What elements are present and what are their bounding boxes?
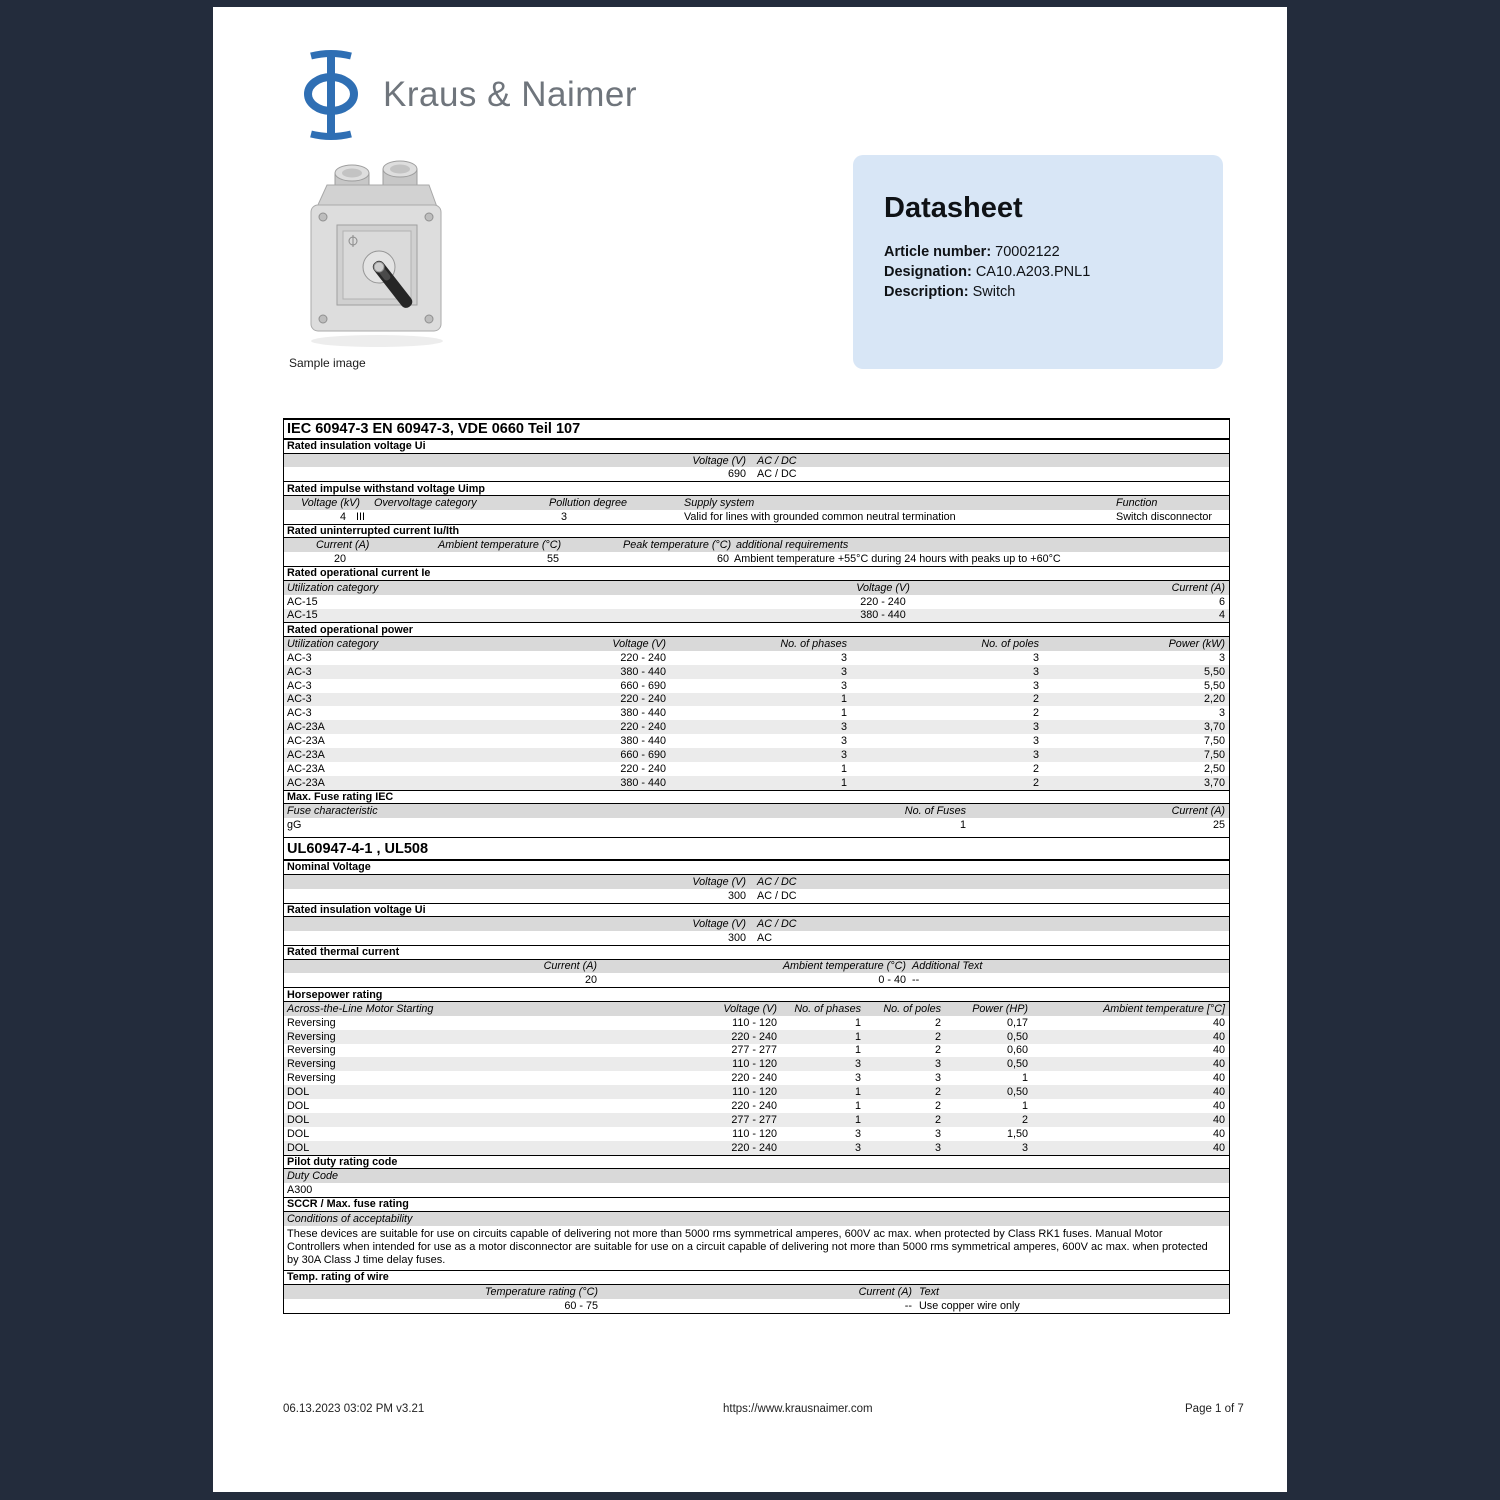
- section-title-text: Temp. rating of wire: [287, 1271, 389, 1284]
- data-cell: 660 - 690: [620, 749, 666, 762]
- table-section-title: [284, 439, 1229, 454]
- data-cell: 660 - 690: [620, 679, 666, 692]
- data-cell: 277 - 277: [731, 1044, 777, 1057]
- data-cell: 110 - 120: [732, 1016, 777, 1029]
- data-cell: 300: [727, 889, 746, 902]
- data-cell: Ambient temperature +55°C during 24 hours with peaks up to +60°C: [734, 553, 1061, 566]
- column-header-cell: AC / DC: [757, 918, 797, 931]
- data-cell: AC-23A: [287, 721, 325, 734]
- data-cell: 3: [840, 679, 847, 692]
- table-column-header-row: [284, 804, 1229, 818]
- data-cell: 0,50: [1006, 1030, 1028, 1043]
- table-column-header-row: [284, 496, 1229, 510]
- data-cell: AC-15: [287, 595, 318, 608]
- data-cell: AC-3: [287, 707, 312, 720]
- table-data-row: [284, 552, 1229, 566]
- data-cell: AC-3: [287, 665, 312, 678]
- standard-header-text: IEC 60947-3 EN 60947-3, VDE 0660 Teil 107: [287, 421, 581, 437]
- data-cell: 380 - 440: [620, 735, 666, 748]
- brand-logo: [299, 49, 637, 141]
- data-cell: 2,20: [1203, 693, 1225, 706]
- data-cell: 110 - 120: [732, 1058, 777, 1071]
- data-cell: 3: [1032, 651, 1039, 664]
- data-cell: 3: [840, 651, 847, 664]
- data-cell: 3: [1218, 707, 1225, 720]
- paragraph-text: These devices are suitable for use on circuits capable of delivering not more than 5000 rms symmetrical amperes, 600V ac max. when protected by Class RK1 fuses. Manual Motor Controllers when intended for use as a motor disconnector are suitable for use on a circuit capable of delivering not more than 5000 rms symmetrical amperes, 600V ac max. when protected by 30A Class J time delay fuses.: [287, 1227, 1208, 1266]
- data-cell: 3: [1032, 735, 1039, 748]
- data-cell: AC / DC: [757, 889, 797, 902]
- table-paragraph-row: [284, 1226, 1229, 1271]
- table-column-header-row: [284, 1169, 1229, 1183]
- table-data-row: [284, 889, 1229, 903]
- table-data-row: [284, 595, 1229, 609]
- column-header-cell: No. of Fuses: [904, 805, 966, 818]
- data-cell: 220 - 240: [620, 762, 666, 775]
- table-data-row: [284, 609, 1229, 623]
- data-cell: 3,70: [1203, 721, 1225, 734]
- data-cell: AC: [757, 931, 772, 944]
- data-cell: 1: [854, 1030, 861, 1043]
- data-cell: 2: [934, 1086, 941, 1099]
- table-section-title: [284, 790, 1229, 805]
- data-cell: 220 - 240: [731, 1072, 777, 1085]
- column-header-cell: Voltage (kV): [301, 496, 361, 509]
- data-cell: 40: [1212, 1044, 1225, 1057]
- brand-name: Kraus & Naimer: [383, 75, 638, 114]
- table-section-title: [284, 860, 1229, 875]
- article-number-label: Article number:: [884, 244, 992, 260]
- document-page: [213, 7, 1287, 1492]
- data-cell: AC-15: [287, 609, 318, 622]
- panel-title: Datasheet: [884, 192, 1023, 224]
- data-cell: AC-23A: [287, 735, 325, 748]
- section-title-text: Rated thermal current: [287, 946, 400, 959]
- data-cell: 380 - 440: [620, 665, 666, 678]
- data-cell: 4: [1218, 609, 1225, 622]
- data-cell: 0,60: [1006, 1044, 1028, 1057]
- column-header-cell: Ambient temperature [°C]: [1103, 1002, 1225, 1015]
- table-column-header-row: [284, 917, 1229, 931]
- footer-page-number: Page 1 of 7: [1185, 1403, 1244, 1415]
- data-cell: Use copper wire only: [919, 1299, 1020, 1312]
- data-cell: 1: [840, 762, 847, 775]
- table-column-header-row: [284, 637, 1229, 651]
- data-cell: 2: [1032, 776, 1039, 789]
- column-header-cell: Supply system: [684, 496, 755, 509]
- data-cell: 220 - 240: [731, 1100, 777, 1113]
- column-header-cell: No. of poles: [883, 1002, 941, 1015]
- column-header-cell: Function: [1116, 496, 1158, 509]
- section-title-text: Rated operational current Ie: [287, 567, 431, 580]
- data-cell: 220 - 240: [860, 595, 906, 608]
- designation-label: Designation:: [884, 264, 972, 280]
- table-data-row: [284, 1057, 1229, 1071]
- data-cell: 40: [1212, 1141, 1225, 1154]
- table-section-title: [284, 524, 1229, 539]
- data-cell: AC-23A: [287, 762, 325, 775]
- column-header-cell: No. of phases: [794, 1002, 861, 1015]
- column-header-cell: Text: [919, 1285, 940, 1298]
- data-cell: 40: [1212, 1127, 1225, 1140]
- table-standard-header: [284, 419, 1229, 439]
- data-cell: 2: [1032, 707, 1039, 720]
- data-cell: AC-3: [287, 693, 312, 706]
- data-cell: 3: [840, 735, 847, 748]
- table-data-row: [284, 720, 1229, 734]
- table-data-row: [284, 1071, 1229, 1085]
- data-cell: 3: [1032, 721, 1039, 734]
- table-data-row: [284, 1127, 1229, 1141]
- data-cell: 3: [1032, 665, 1039, 678]
- data-cell: 55: [546, 553, 559, 566]
- data-cell: 25: [1212, 819, 1225, 832]
- table-section-title: [284, 1197, 1229, 1212]
- section-title-text: SCCR / Max. fuse rating: [287, 1198, 409, 1211]
- table-section-title: [284, 1270, 1229, 1285]
- table-section-title: [284, 622, 1229, 637]
- column-header-cell: Voltage (V): [692, 454, 746, 467]
- data-cell: DOL: [287, 1113, 310, 1126]
- data-cell: 690: [727, 468, 746, 481]
- column-header-cell: Duty Code: [287, 1170, 339, 1183]
- data-cell: 5,50: [1203, 679, 1225, 692]
- data-cell: 3: [854, 1072, 861, 1085]
- section-title-text: Pilot duty rating code: [287, 1155, 398, 1168]
- data-cell: A300: [287, 1184, 313, 1197]
- data-cell: 7,50: [1203, 735, 1225, 748]
- data-cell: 2: [1021, 1113, 1028, 1126]
- table-data-row: [284, 1183, 1229, 1197]
- table-data-row: [284, 679, 1229, 693]
- column-header-cell: Fuse characteristic: [287, 805, 378, 818]
- data-cell: 220 - 240: [731, 1141, 777, 1154]
- table-section-title: [284, 903, 1229, 918]
- data-cell: 40: [1212, 1086, 1225, 1099]
- data-cell: DOL: [287, 1127, 310, 1140]
- table-column-header-row: [284, 1285, 1229, 1299]
- table-section-title: [284, 987, 1229, 1002]
- column-header-cell: Utilization category: [287, 581, 379, 594]
- section-title-text: Nominal Voltage: [287, 861, 371, 874]
- table-column-header-row: [284, 454, 1229, 468]
- table-data-row: [284, 1099, 1229, 1113]
- spec-table: [283, 418, 1230, 1314]
- column-header-cell: Voltage (V): [692, 918, 746, 931]
- data-cell: 60: [716, 553, 729, 566]
- data-cell: 1: [1021, 1072, 1028, 1085]
- column-header-cell: Ambient temperature (°C): [438, 539, 562, 552]
- data-cell: Reversing: [287, 1058, 336, 1071]
- table-data-row: [284, 748, 1229, 762]
- table-data-row: [284, 706, 1229, 720]
- table-data-row: [284, 734, 1229, 748]
- table-data-row: [284, 1016, 1229, 1030]
- table-data-row: [284, 1299, 1229, 1313]
- data-cell: 220 - 240: [731, 1030, 777, 1043]
- data-cell: 2: [934, 1030, 941, 1043]
- product-image: [297, 157, 457, 352]
- data-cell: Reversing: [287, 1044, 336, 1057]
- data-cell: Reversing: [287, 1016, 336, 1029]
- data-cell: 40: [1212, 1030, 1225, 1043]
- standard-header-text: UL60947-4-1 , UL508: [287, 840, 429, 857]
- data-cell: 1: [854, 1086, 861, 1099]
- data-cell: 380 - 440: [860, 609, 906, 622]
- data-cell: 1,50: [1006, 1127, 1028, 1140]
- data-cell: DOL: [287, 1141, 310, 1154]
- data-cell: 3: [1218, 651, 1225, 664]
- table-data-row: [284, 818, 1229, 832]
- column-header-cell: AC / DC: [757, 875, 797, 888]
- table-data-row: [284, 651, 1229, 665]
- data-cell: 40: [1212, 1058, 1225, 1071]
- column-header-cell: Pollution degree: [549, 496, 628, 509]
- data-cell: 1: [854, 1113, 861, 1126]
- section-title-text: Rated impulse withstand voltage Uimp: [287, 482, 485, 495]
- data-cell: AC-3: [287, 651, 312, 664]
- data-cell: DOL: [287, 1086, 310, 1099]
- data-cell: 2: [934, 1044, 941, 1057]
- data-cell: 7,50: [1203, 749, 1225, 762]
- data-cell: --: [904, 1299, 912, 1312]
- data-cell: 4: [339, 510, 346, 523]
- column-header-cell: Voltage (V): [612, 637, 666, 650]
- table-section-title: [284, 945, 1229, 960]
- column-header-cell: Conditions of acceptability: [287, 1212, 413, 1225]
- column-header-cell: Power (HP): [972, 1002, 1028, 1015]
- phi-logo-icon: [299, 49, 363, 141]
- data-cell: 1: [959, 819, 966, 832]
- data-cell: 0,50: [1006, 1058, 1028, 1071]
- data-cell: 3,70: [1203, 776, 1225, 789]
- data-cell: 3: [1021, 1141, 1028, 1154]
- data-cell: Reversing: [287, 1072, 336, 1085]
- table-column-header-row: [284, 875, 1229, 889]
- data-cell: 220 - 240: [620, 721, 666, 734]
- table-data-row: [284, 1113, 1229, 1127]
- table-section-title: [284, 481, 1229, 496]
- column-header-cell: Current (A): [316, 539, 370, 552]
- column-header-cell: Overvoltage category: [374, 496, 477, 509]
- table-section-title: [284, 1155, 1229, 1170]
- column-header-cell: Current (A): [543, 960, 597, 973]
- column-header-cell: Voltage (V): [692, 875, 746, 888]
- data-cell: Valid for lines with grounded common neutral termination: [684, 510, 956, 523]
- column-header-cell: Additional Text: [912, 960, 983, 973]
- data-cell: DOL: [287, 1100, 310, 1113]
- table-data-row: [284, 973, 1229, 987]
- table-column-header-row: [284, 960, 1229, 974]
- column-header-cell: additional requirements: [736, 539, 849, 552]
- data-cell: 3: [934, 1072, 941, 1085]
- data-cell: 3: [561, 510, 568, 523]
- table-data-row: [284, 1141, 1229, 1155]
- data-cell: AC-23A: [287, 749, 325, 762]
- table-data-row: [284, 693, 1229, 707]
- data-cell: 380 - 440: [620, 707, 666, 720]
- data-cell: 3: [840, 721, 847, 734]
- column-header-cell: Across-the-Line Motor Starting: [287, 1002, 434, 1015]
- data-cell: 2: [934, 1113, 941, 1126]
- data-cell: 110 - 120: [732, 1127, 777, 1140]
- data-cell: 2: [934, 1016, 941, 1029]
- data-cell: 40: [1212, 1072, 1225, 1085]
- section-title-text: Max. Fuse rating IEC: [287, 791, 394, 804]
- data-cell: 0 - 40: [878, 974, 906, 987]
- data-cell: AC-3: [287, 679, 312, 692]
- data-cell: 40: [1212, 1016, 1225, 1029]
- data-cell: 1: [854, 1044, 861, 1057]
- table-data-row: [284, 1044, 1229, 1058]
- data-cell: 5,50: [1203, 665, 1225, 678]
- table-column-header-row: [284, 538, 1229, 552]
- section-title-text: Rated insulation voltage Ui: [287, 903, 426, 916]
- column-header-cell: Current (A): [858, 1285, 912, 1298]
- data-cell: 380 - 440: [620, 776, 666, 789]
- data-cell: 300: [727, 931, 746, 944]
- data-cell: 3: [840, 665, 847, 678]
- data-cell: 110 - 120: [732, 1086, 777, 1099]
- data-cell: 2: [1032, 762, 1039, 775]
- data-cell: 3: [1032, 749, 1039, 762]
- data-cell: 1: [840, 707, 847, 720]
- table-data-row: [284, 467, 1229, 481]
- table-data-row: [284, 510, 1229, 524]
- data-cell: 3: [934, 1127, 941, 1140]
- data-cell: 3: [934, 1058, 941, 1071]
- data-cell: 6: [1218, 595, 1225, 608]
- column-header-cell: Current (A): [1171, 581, 1225, 594]
- data-cell: 3: [854, 1127, 861, 1140]
- column-header-cell: Voltage (V): [856, 581, 910, 594]
- column-header-cell: Current (A): [1171, 805, 1225, 818]
- table-column-header-row: [284, 581, 1229, 595]
- designation-value: CA10.A203.PNL1: [975, 264, 1091, 280]
- table-standard-header: [284, 837, 1229, 860]
- section-title-text: Rated insulation voltage Ui: [287, 440, 426, 453]
- column-header-cell: Power (kW): [1168, 637, 1225, 650]
- column-header-cell: Peak temperature (°C): [623, 539, 732, 552]
- data-cell: 1: [1021, 1100, 1028, 1113]
- data-cell: 2: [934, 1100, 941, 1113]
- data-cell: 1: [854, 1100, 861, 1113]
- table-data-row: [284, 762, 1229, 776]
- description-label: Description:: [884, 284, 969, 300]
- table-section-title: [284, 566, 1229, 581]
- data-cell: 220 - 240: [620, 651, 666, 664]
- column-header-cell: No. of phases: [780, 637, 847, 650]
- data-cell: 2: [1032, 693, 1039, 706]
- section-title-text: Rated operational power: [287, 623, 413, 636]
- data-cell: 1: [840, 776, 847, 789]
- data-cell: 0,17: [1006, 1016, 1028, 1029]
- data-cell: Switch disconnector: [1116, 510, 1213, 523]
- data-cell: --: [912, 974, 920, 987]
- column-header-cell: AC / DC: [757, 454, 797, 467]
- data-cell: 20: [333, 553, 346, 566]
- footer-timestamp: 06.13.2023 03:02 PM v3.21: [283, 1403, 425, 1415]
- table-data-row: [284, 1085, 1229, 1099]
- table-data-row: [284, 1030, 1229, 1044]
- column-header-cell: Voltage (V): [723, 1002, 777, 1015]
- description-value: Switch: [972, 284, 1016, 300]
- section-title-text: Rated uninterrupted current Iu/Ith: [287, 525, 460, 538]
- data-cell: 3: [934, 1141, 941, 1154]
- data-cell: 3: [854, 1141, 861, 1154]
- table-column-header-row: [284, 1002, 1229, 1016]
- data-cell: 3: [840, 749, 847, 762]
- data-cell: 40: [1212, 1113, 1225, 1126]
- column-header-cell: Ambient temperature (°C): [782, 960, 906, 973]
- data-cell: 220 - 240: [620, 693, 666, 706]
- data-cell: AC-23A: [287, 776, 325, 789]
- column-header-cell: Utilization category: [287, 637, 379, 650]
- datasheet-info-panel: [853, 155, 1223, 369]
- article-number-field: [884, 242, 1192, 262]
- description-field: [884, 282, 1192, 302]
- data-cell: 1: [840, 693, 847, 706]
- data-cell: 1: [854, 1016, 861, 1029]
- data-cell: 3: [1032, 679, 1039, 692]
- data-cell: 0,50: [1006, 1086, 1028, 1099]
- designation-field: [884, 262, 1192, 282]
- data-cell: 60 - 75: [564, 1299, 598, 1312]
- table-data-row: [284, 931, 1229, 945]
- cable-gland-right: [383, 161, 417, 187]
- data-cell: 277 - 277: [731, 1113, 777, 1126]
- data-cell: gG: [287, 819, 302, 832]
- data-cell: Reversing: [287, 1030, 336, 1043]
- data-cell: 2,50: [1203, 762, 1225, 775]
- data-cell: 20: [584, 974, 597, 987]
- data-cell: AC / DC: [757, 468, 797, 481]
- section-title-text: Horsepower rating: [287, 988, 383, 1001]
- data-cell: 40: [1212, 1100, 1225, 1113]
- table-data-row: [284, 665, 1229, 679]
- table-data-row: [284, 776, 1229, 790]
- article-number-value: 70002122: [995, 244, 1060, 260]
- column-header-cell: Temperature rating (°C): [484, 1285, 598, 1298]
- data-cell: 3: [854, 1058, 861, 1071]
- table-column-header-row: [284, 1212, 1229, 1226]
- data-cell: III: [356, 510, 365, 523]
- column-header-cell: No. of poles: [981, 637, 1039, 650]
- sample-image-caption: Sample image: [289, 356, 366, 370]
- footer-url[interactable]: https://www.krausnaimer.com: [723, 1403, 873, 1415]
